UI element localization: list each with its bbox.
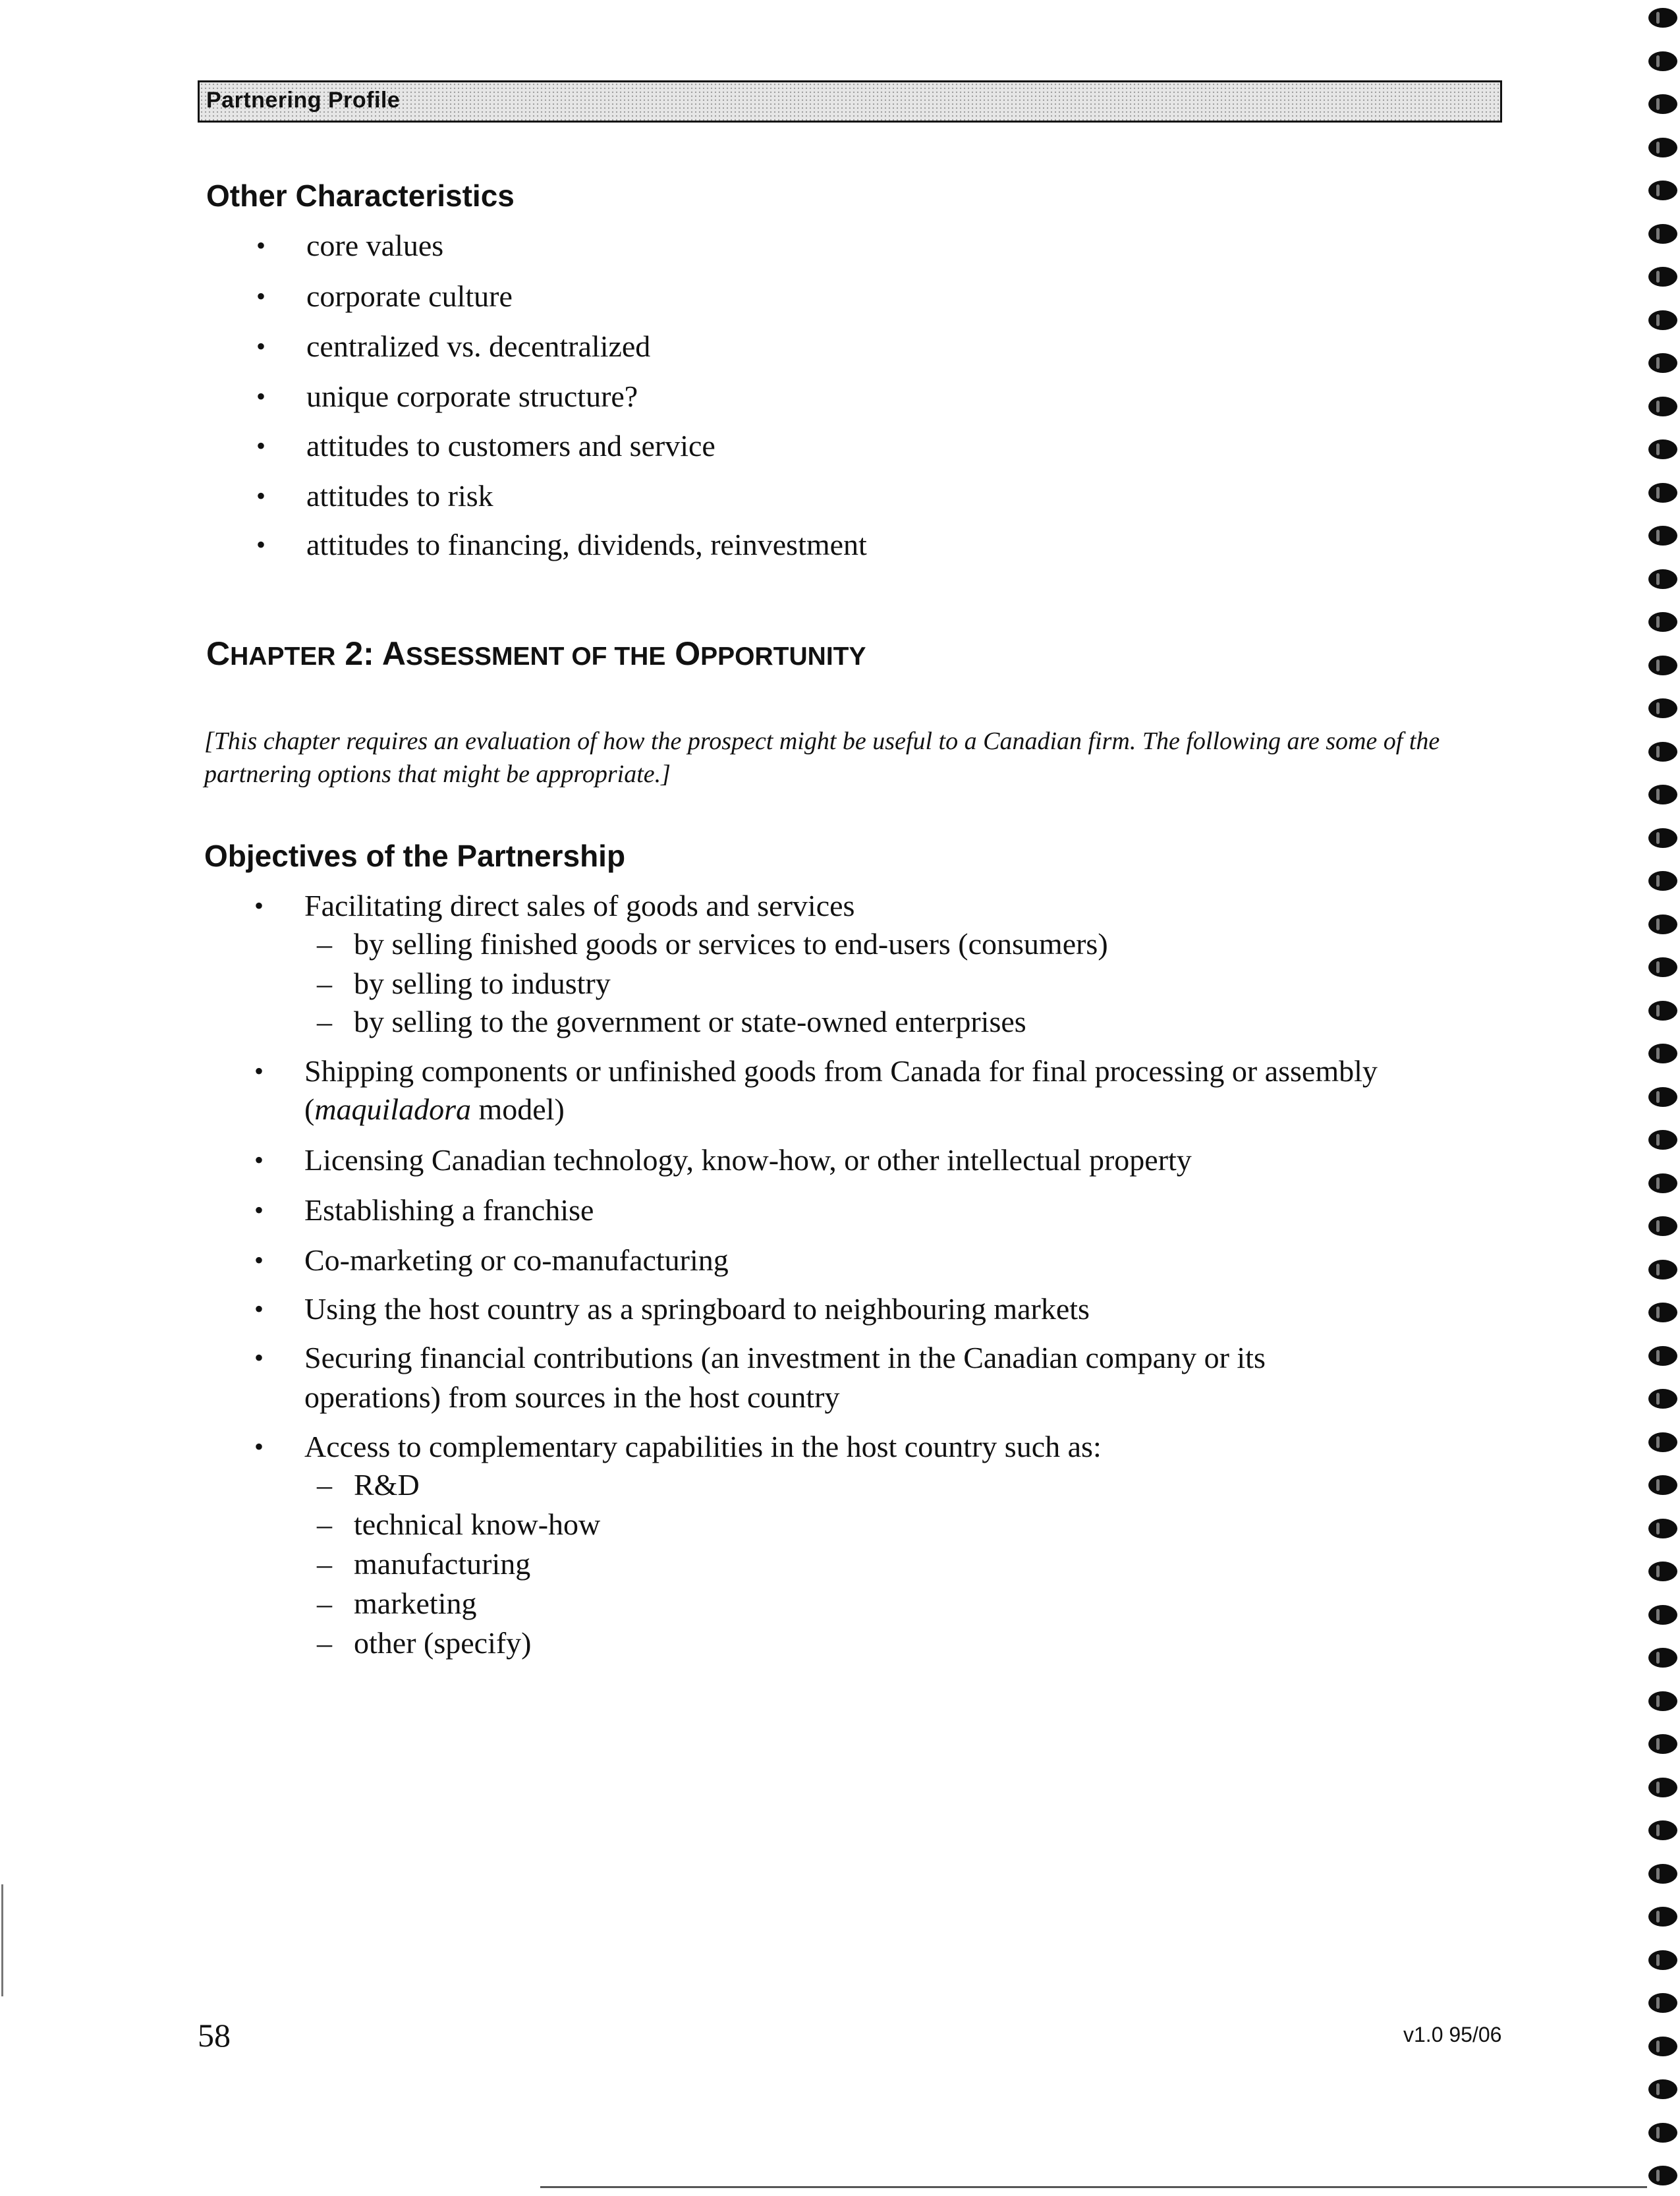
binding-ring-icon [1648,698,1677,718]
binding-ring-icon [1648,267,1677,287]
binding-ring-icon [1648,1130,1677,1150]
binding-ring-icon [1648,224,1677,244]
spiral-binding [1646,0,1680,2196]
dash-icon: – [317,1005,332,1038]
binding-ring-icon [1648,526,1677,546]
bullet-icon: • [256,331,266,361]
list-item: • Establishing a franchise [304,1191,594,1229]
binding-ring-icon [1648,1432,1677,1452]
binding-ring-icon [1648,483,1677,503]
binding-ring-icon [1648,353,1677,373]
list-item: • unique corporate structure? [306,378,638,416]
bullet-icon: • [256,530,266,559]
bullet-icon: • [256,431,266,461]
binding-ring-icon [1648,138,1677,157]
sub-list-item: – by selling to the government or state-owned enterprises [354,1003,1026,1041]
other-characteristics-heading: Other Characteristics [206,179,515,213]
binding-ring-icon [1648,1864,1677,1884]
dash-icon: – [317,967,332,1000]
sub-list-item: – by selling finished goods or services to end-users (consumers) [354,925,1108,963]
bullet-icon: • [254,1245,264,1275]
list-item: • core values [306,227,443,265]
binding-ring-icon [1648,1173,1677,1193]
bullet-icon: • [254,891,264,920]
dash-icon: – [317,1626,332,1660]
binding-ring-icon [1648,1648,1677,1668]
dash-icon: – [317,1468,332,1502]
list-item: • Licensing Canadian technology, know-how, or other intellectual property [304,1141,1192,1179]
list-item: • attitudes to customers and service [306,427,715,465]
chapter-heading: CHAPTER 2: ASSESSMENT OF THE OPPORTUNITY [206,635,866,672]
binding-ring-icon [1648,1303,1677,1322]
bullet-icon: • [254,1056,264,1086]
binding-ring-icon [1648,2079,1677,2099]
binding-ring-icon [1648,785,1677,804]
sub-list-item: – manufacturing [354,1545,530,1583]
binding-ring-icon [1648,2123,1677,2143]
list-item: • Shipping components or unfinished goods from Canada for final processing or assembly [304,1052,1378,1090]
sub-list-item: – other (specify) [354,1624,532,1662]
binding-ring-icon [1648,1389,1677,1409]
binding-ring-icon [1648,1562,1677,1581]
binding-ring-icon [1648,1605,1677,1625]
objectives-heading: Objectives of the Partnership [204,839,626,873]
binding-ring-icon [1648,51,1677,71]
bullet-icon: • [254,1343,264,1372]
binding-ring-icon [1648,915,1677,934]
binding-ring-icon [1648,8,1677,28]
sub-list-item: – marketing [354,1585,477,1623]
left-edge-mark [1,1884,3,1996]
binding-ring-icon [1648,1001,1677,1021]
running-header-title: Partnering Profile [206,88,401,113]
binding-ring-icon [1648,569,1677,589]
list-item: • attitudes to financing, dividends, reinvestment [306,526,867,564]
dash-icon: – [317,1587,332,1620]
binding-ring-icon [1648,2037,1677,2056]
chapter-note: [This chapter requires an evaluation of how the prospect might be useful to a Canadian firm. The following are some of the partnering options that might be appropriate.] [204,727,1440,788]
binding-ring-icon [1648,612,1677,632]
binding-ring-icon [1648,1087,1677,1107]
binding-ring-icon [1648,397,1677,416]
bullet-icon: • [254,1145,264,1175]
binding-ring-icon [1648,957,1677,977]
list-item: • Securing financial contributions (an investment in the Canadian company or its [304,1339,1266,1377]
dash-icon: – [317,1547,332,1581]
bullet-icon: • [254,1432,264,1461]
bullet-icon: • [254,1294,264,1324]
bottom-edge-rule [540,2186,1647,2188]
list-item: • Co-marketing or co-manufacturing [304,1241,729,1280]
binding-ring-icon [1648,1260,1677,1280]
dash-icon: – [317,1507,332,1541]
bullet-icon: • [254,1195,264,1225]
bullet-icon: • [256,231,266,260]
list-item: • corporate culture [306,277,513,316]
binding-ring-icon [1648,1820,1677,1840]
binding-ring-icon [1648,1778,1677,1797]
dash-icon: – [317,927,332,961]
page-number: 58 [198,2017,231,2054]
bullet-icon: • [256,281,266,311]
binding-ring-icon [1648,871,1677,891]
binding-ring-icon [1648,439,1677,459]
binding-ring-icon [1648,1950,1677,1970]
bullet-icon: • [256,381,266,411]
binding-ring-icon [1648,828,1677,848]
binding-ring-icon [1648,1044,1677,1063]
binding-ring-icon [1648,656,1677,675]
binding-ring-icon [1648,1216,1677,1236]
binding-ring-icon [1648,1475,1677,1495]
bullet-icon: • [256,481,266,511]
binding-ring-icon [1648,1907,1677,1927]
binding-ring-icon [1648,1734,1677,1754]
sub-list-item: – R&D [354,1466,420,1504]
running-header [198,80,1502,123]
binding-ring-icon [1648,1346,1677,1366]
list-item: • Using the host country as a springboard to neighbouring markets [304,1290,1090,1328]
binding-ring-icon [1648,310,1677,330]
binding-ring-icon [1648,1519,1677,1538]
binding-ring-icon [1648,94,1677,114]
binding-ring-icon [1648,181,1677,200]
binding-ring-icon [1648,742,1677,762]
list-item-continuation: (maquiladora model) [304,1092,565,1126]
sub-list-item: – technical know-how [354,1506,600,1544]
binding-ring-icon [1648,1993,1677,2013]
binding-ring-icon [1648,2166,1677,2185]
binding-ring-icon [1648,1691,1677,1711]
list-item: • Facilitating direct sales of goods and services [304,887,854,925]
list-item-continuation: operations) from sources in the host country [304,1380,840,1414]
list-item: • Access to complementary capabilities in the host country such as: [304,1428,1102,1466]
sub-list-item: – by selling to industry [354,965,611,1003]
list-item: • attitudes to risk [306,477,493,515]
version-label: v1.0 95/06 [1403,2023,1502,2046]
list-item: • centralized vs. decentralized [306,327,650,366]
